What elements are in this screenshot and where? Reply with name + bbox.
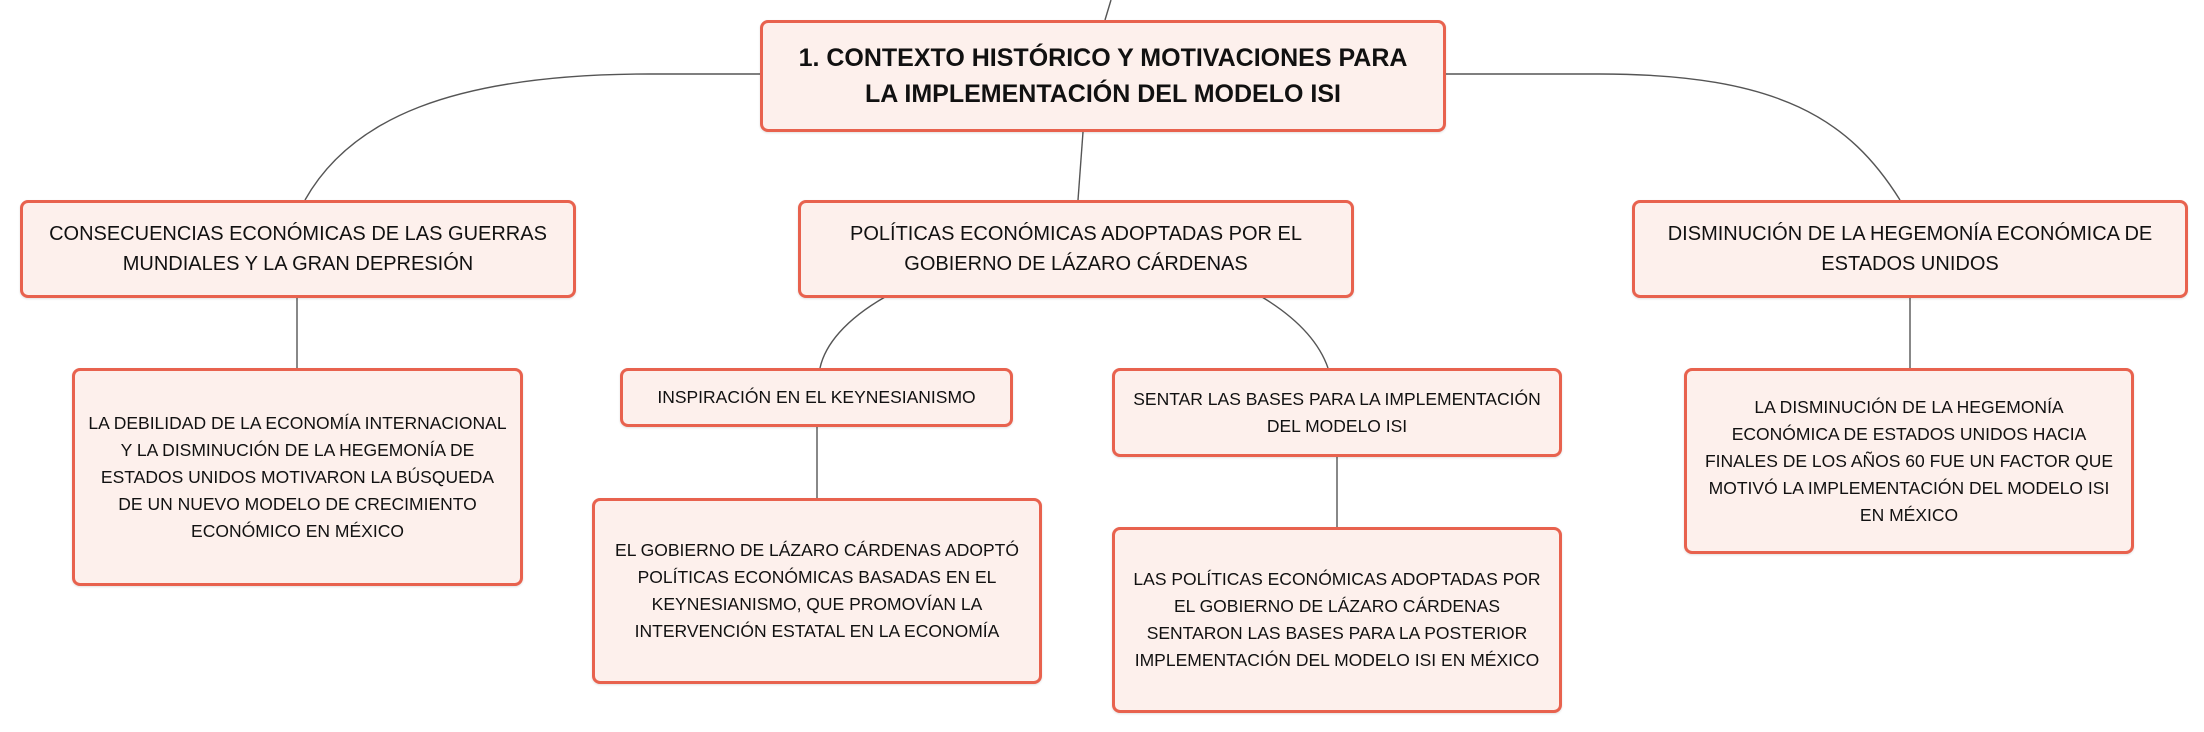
subtopic-node-sentar-bases[interactable] bbox=[1112, 368, 1562, 457]
subtopic-text: LA DEBILIDAD DE LA ECONOMÍA INTERNACIONAL Y LA DISMINUCIÓN DE LA HEGEMONÍA DE ESTADOS UNIDOS MOTIVARON LA BÚSQUEDA DE UN NUEVO MODELO DE CRECIMIENTO ECONÓMICO EN MÉXICO bbox=[88, 412, 507, 541]
subtopic-text: INSPIRACIÓN EN EL KEYNESIANISMO bbox=[657, 387, 976, 407]
subtopic-node-debilidad-economia[interactable] bbox=[72, 368, 523, 586]
connector-root-to-center-branch bbox=[1078, 132, 1083, 200]
root-topic-text: 1. CONTEXTO HISTÓRICO Y MOTIVACIONES PARA LA IMPLEMENTACIÓN DEL MODELO ISI bbox=[798, 44, 1408, 108]
topic-node-politicas-economicas[interactable] bbox=[798, 200, 1354, 298]
connector-root-to-right-branch bbox=[1445, 74, 1900, 200]
subtopic-text: LA DISMINUCIÓN DE LA HEGEMONÍA ECONÓMICA DE ESTADOS UNIDOS HACIA FINALES DE LOS AÑOS 60 FUE UN FACTOR QUE MOTIVÓ LA IMPLEMENTACIÓN DEL MODELO ISI EN MÉXICO bbox=[1704, 396, 2114, 525]
subtopic-node-inspiracion-keynesianismo[interactable] bbox=[620, 368, 1013, 427]
connector-to-parent bbox=[1105, 0, 1111, 20]
connector-center-to-keynesianism bbox=[820, 297, 885, 368]
topic-text: DISMINUCIÓN DE LA HEGEMONÍA ECONÓMICA DE ESTADOS UNIDOS bbox=[1667, 223, 2153, 275]
topic-node-consecuencias-economicas[interactable] bbox=[20, 200, 576, 298]
subtopic-text: SENTAR LAS BASES PARA LA IMPLEMENTACIÓN DEL MODELO ISI bbox=[1133, 388, 1541, 436]
topic-node-disminucion-hegemonia[interactable] bbox=[1632, 200, 2188, 298]
topic-text: POLÍTICAS ECONÓMICAS ADOPTADAS POR EL GOBIERNO DE LÁZARO CÁRDENAS bbox=[850, 223, 1302, 275]
root-topic-node[interactable] bbox=[760, 20, 1446, 132]
connector-root-to-left-branch bbox=[305, 74, 760, 200]
subtopic-node-gobierno-cardenas-keynesianismo[interactable] bbox=[592, 498, 1042, 684]
connector-center-to-isi-bases bbox=[1262, 297, 1328, 368]
topic-text: CONSECUENCIAS ECONÓMICAS DE LAS GUERRAS MUNDIALES Y LA GRAN DEPRESIÓN bbox=[49, 223, 547, 275]
subtopic-node-politicas-sentaron-bases[interactable] bbox=[1112, 527, 1562, 713]
subtopic-text: EL GOBIERNO DE LÁZARO CÁRDENAS ADOPTÓ POLÍTICAS ECONÓMICAS BASADAS EN EL KEYNESIANISMO, QUE PROMOVÍAN LA INTERVENCIÓN ESTATAL EN LA ECONOMÍA bbox=[615, 540, 1019, 641]
subtopic-text: LAS POLÍTICAS ECONÓMICAS ADOPTADAS POR EL GOBIERNO DE LÁZARO CÁRDENAS SENTARON LAS BASES PARA LA POSTERIOR IMPLEMENTACIÓN DEL MODELO ISI EN MÉXICO bbox=[1133, 569, 1541, 670]
subtopic-node-disminucion-anos-60[interactable] bbox=[1684, 368, 2134, 554]
